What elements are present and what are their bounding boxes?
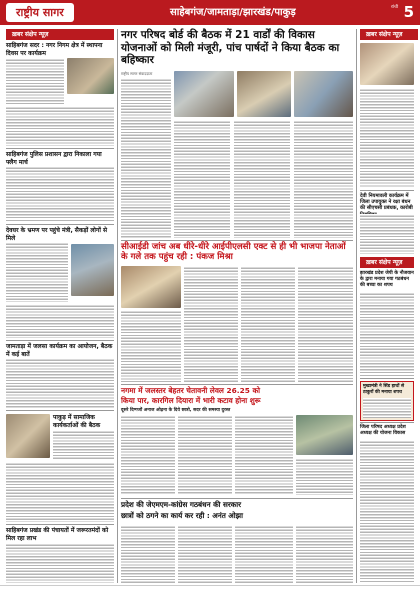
main-story-col-1 [121,78,171,238]
left-item-head-5: पाकुड़ में सामाजिक कार्यकर्ताओं की बैठक [53,414,101,429]
column-rule-right [356,29,357,583]
left-divider-2 [6,224,114,225]
right-pull-box [360,381,414,421]
main-byline: राष्ट्रीय सागर संवाददाता [121,71,153,76]
column-rule-left [117,29,118,583]
headline-3b: किया पार, कारगिल दियारा में भारी कटाव होना शुरू [121,396,261,405]
left-item-head-6: साहिबगंज प्रखंड की पंचायतों में जरूरतमंदों को मिल रहा लाभ [6,527,109,542]
left-item-head-1: साहिबगंज सदर : नगर निगम क्षेत्र में स्थापना दिवस पर कार्यक्रम [6,42,103,57]
left-item-text-3b [6,304,114,338]
masthead-meta: रांची [390,5,398,10]
right-divider-3 [360,422,414,423]
left-photo-1 [67,58,114,94]
main-divider-2 [121,384,353,385]
story4-col-4 [296,525,353,583]
right-head-1: देवी नियमावली कार्यक्रम में जिला उपायुक्त ने रक्षा बंधन की सीएचसी प्रबंधक, कारोबी [360,193,413,212]
left-divider-4 [6,410,114,411]
masthead-region: साहेबगंज/जामताड़ा/झारखंड/पाकुड़ [170,7,296,18]
main-photo-2 [237,71,291,117]
story4-col-3 [235,525,293,583]
right-text-1 [360,88,414,188]
masthead-brand: राष्ट्रीय सागर [6,3,74,22]
subhead-3: दूसरे दिग्गजों अनाज ओढ़ना के दिये छात्रो, सदर की समस्या दुरस्त [121,408,231,413]
left-divider-3 [6,340,114,341]
left-photo-3 [6,414,50,458]
right-divider-1 [360,190,414,191]
left-item-text-6 [6,543,114,583]
story4-col-1 [121,525,175,583]
story2-photo [121,266,181,308]
story3-col-1 [121,415,175,495]
story2-col-4 [298,266,353,382]
page-number: 5 [403,3,414,21]
left-item-text-4 [6,358,114,408]
right-pull-text [363,398,411,418]
left-item-text-1b [6,106,114,146]
masthead [0,0,420,25]
headline-4a: प्रदेश की जेएमएम-कांग्रेस गठबंधन की सरकार [121,500,242,509]
main-divider-1 [121,240,353,241]
color-registration-center [180,588,204,592]
right-head-4: जिला परिषद अध्यक्ष प्रदेश अध्यक्ष की योजना विकास [360,425,406,436]
left-item-head-4: जामताड़ा में जलसा कार्यक्रम का आयोजन, बैठक में कई बातें [6,343,113,358]
left-item-text-5 [53,430,114,460]
main-story-col-3 [234,120,290,238]
right-divider-2 [360,378,414,379]
story2-col-1 [121,310,181,382]
right-section-tab: ख़बर संक्षेप न्यूज़ [360,29,418,40]
headline-2: सीआईडी जांच अब धीरे-धीरे आईपीएलसी एक्ट से ही भी भाजपा नेताओं के गले तक पहुंच रही : पंकज मिश्रा [121,242,346,263]
right-text-1b [360,214,414,254]
main-photo-1 [174,71,234,117]
story3-col-2 [178,415,232,495]
left-divider-5 [6,524,114,525]
story2-col-3 [241,266,295,382]
headline-3a: नगमा में जलस्तर बेहतर चेतावनी लेवल 26.25 को [121,386,261,395]
main-divider-3 [121,498,353,499]
left-photo-2 [71,244,114,296]
story2-col-2 [184,266,238,382]
main-story-col-4 [294,120,353,238]
left-item-text-3 [6,242,68,302]
color-registration-right [370,588,394,592]
right-text-2 [360,292,414,376]
main-photo-3 [294,71,353,117]
left-section-tab: ख़बर संक्षेप न्यूज़ [6,29,114,40]
left-divider-1 [6,148,114,149]
right-head-3: मुख्यमंत्री ने सिंड हाथों से ठाकुरों की मनाया शपथ [363,384,405,395]
left-item-text-1 [6,58,64,104]
headline-4b: छात्रों को ठगने का कार्य कर रही : अनंत ओझा [121,511,243,520]
left-item-text-5b [6,462,114,522]
right-text-3 [360,440,414,583]
left-item-head-2: साहिबगंज पुलिस प्रशासन द्वारा निकाला गया फ्लैग मार्च [6,151,102,166]
story3-photo [296,415,353,455]
story3-col-4 [296,458,353,495]
right-photo-1 [360,43,414,85]
left-item-head-3: देवघर के भ्रमण पर पहुंचे मंत्री, सैकड़ों लोगों से मिले [6,227,108,242]
color-registration-left [6,588,30,592]
story3-col-3 [235,415,293,495]
main-headline: नगर परिषद बोर्ड की बैठक में 21 वार्डों की विकास योजनाओं को मिली मंजूरी, पांच पार्षदों ने किया बैठक का बहिष्कार [121,29,340,67]
main-story-col-2 [174,120,230,238]
story4-col-2 [178,525,232,583]
page-footer [0,585,420,594]
right-section-tab-2: ख़बर संक्षेप न्यूज़ [360,257,414,268]
left-item-text-2 [6,166,114,221]
right-head-2: झारखंड प्रदेश जेपी के नौजवान के द्वारा मनाया गया गठबंधन की बच्चा का शपथ [360,271,414,288]
